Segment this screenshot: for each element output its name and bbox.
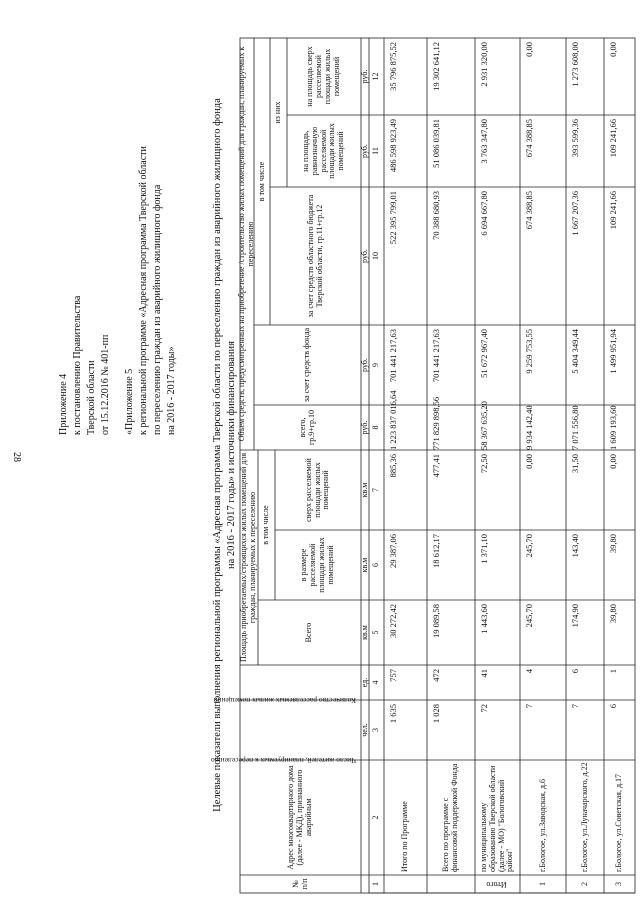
- table-cell-c11: 674 388,85: [524, 119, 534, 158]
- table-cell-c11: 3 763 347,80: [479, 119, 489, 164]
- table-cell-c7: 0,00: [608, 454, 618, 469]
- table-cell-num: 3: [614, 882, 624, 886]
- table-cell-c12: 1 273 608,00: [570, 42, 580, 87]
- table-cell-c4: 472: [431, 669, 441, 682]
- appendix-quote-1: «Приложение 5: [124, 368, 135, 435]
- unit-cell: руб.: [359, 420, 369, 435]
- header-funds-group: Объем средств, предусмотренных на приобретение /строительство жилых помещений для граждан, планируемых к переселению: [237, 46, 255, 442]
- table-cell-c3: 7: [570, 704, 580, 709]
- table-cell-c10: 6 694 667,80: [479, 191, 489, 236]
- table-cell-c12: 19 302 641,12: [431, 42, 441, 91]
- table-cell-c8: 1 223 837 016,64: [388, 390, 398, 450]
- table-cell-c10: 522 395 799,01: [388, 191, 398, 245]
- table-cell-c4: 4: [524, 669, 534, 674]
- header-area-incl: в том числе: [261, 505, 271, 545]
- page-title: Целевые показатели выполнения региональной программы «Адресная программа Тверской области по переселению граждан из аварийного жилищного фонда: [212, 98, 223, 812]
- colnum-cell: 6: [371, 563, 381, 567]
- header-area-size: в размере расселяемой площади жилых помещений: [299, 537, 335, 593]
- colnum-cell: 9: [371, 363, 381, 367]
- appendix-line-4: от 15.12.2016 № 401-пп: [100, 334, 111, 435]
- table-cell-c8: 58 367 635,20: [479, 401, 489, 450]
- header-num: № п/п: [290, 878, 309, 890]
- header-residents: Число жителей, планируемых к переселению: [211, 756, 356, 765]
- table-cell-c10: 109 241,66: [608, 191, 618, 230]
- table-cell-name: по муниципальному образованию Тверской области (далее - МО) "Бологовский район": [478, 765, 515, 872]
- table-cell-c7: 477,41: [431, 454, 441, 478]
- colnum-cell: 11: [371, 147, 381, 155]
- table-cell-c9: 1 499 951,94: [608, 329, 618, 374]
- table-cell-c3: 1 028: [431, 704, 441, 724]
- colnum-cell: 5: [371, 630, 381, 635]
- appendix-quote-3: по переселению граждан из аварийного жилищного фонда: [152, 184, 163, 435]
- appendix-line-2: к постановлению Правительства: [72, 295, 83, 435]
- colnum-cell: 12: [371, 72, 381, 81]
- table-cell-c8: 7 071 556,80: [570, 405, 580, 450]
- table-cell-c9: 701 441 217,63: [388, 329, 398, 383]
- header-funds-ofthem: из них: [273, 101, 283, 124]
- table-cell-c9: 9 259 753,55: [524, 329, 534, 374]
- header-funds-equal: на площадь, равнозначную расселяемой площади жилых помещений: [300, 123, 346, 179]
- table-cell-c5: 1 443,60: [479, 604, 489, 634]
- table-cell-c7: 0,00: [524, 454, 534, 469]
- table-cell-c10: 674 388,85: [524, 191, 534, 230]
- header-funds-total: всего, гр.9+гр.10: [297, 409, 316, 446]
- table-cell-c8: 771 829 898,56: [431, 396, 441, 450]
- table-cell-c8: 9 934 142,40: [524, 405, 534, 450]
- table-cell-c9: 51 672 967,40: [479, 329, 489, 378]
- appendix-quote-4: на 2016 - 2017 годы»: [166, 346, 177, 435]
- header-funds-fund: за счет средств фонда: [302, 327, 312, 403]
- table-cell-name: г.Бологое, ул.Заводская, д.6: [537, 779, 547, 872]
- table-cell-c12: 0,00: [608, 42, 618, 57]
- colnum-cell: 8: [371, 425, 381, 430]
- table-cell-c7: 885,36: [388, 454, 398, 478]
- table-cell-c11: 393 599,36: [570, 119, 580, 158]
- appendix-line-3: Тверской области: [86, 360, 97, 435]
- header-area-group: Площадь приобретаемых/строящихся жилых помещений для граждан, планируемых к переселению: [239, 452, 257, 663]
- table-cell-c3: 7: [524, 704, 534, 709]
- table-cell-c4: 41: [479, 669, 489, 678]
- table-cell-c7: 31,50: [570, 454, 580, 474]
- table-cell-c4: 1: [608, 669, 618, 674]
- table-cell-c6: 39,80: [608, 534, 618, 554]
- table-cell-c12: 35 796 875,52: [388, 42, 398, 91]
- table-cell-num: [427, 875, 475, 893]
- table-cell-num: 2: [579, 882, 589, 886]
- header-funds-over: на площадь сверх расселяемой площади жилых помещений: [305, 46, 341, 107]
- colnum-cell: 1: [371, 882, 381, 886]
- unit-cell: руб.: [359, 358, 369, 372]
- table-cell-c5: 19 089,58: [431, 604, 441, 638]
- table-cell-c6: 29 387,06: [388, 534, 398, 568]
- unit-cell: ед.: [359, 677, 369, 688]
- table-cell-c9: 701 441 217,63: [431, 329, 441, 383]
- colnum-cell: 3: [371, 728, 381, 732]
- table-cell-c3: 6: [608, 704, 618, 709]
- unit-cell: руб.: [359, 249, 369, 263]
- header-rooms: Количество расселяемых жилых помещений: [213, 696, 356, 705]
- table-cell-c6: 143,40: [570, 534, 580, 558]
- table-cell-c4: 757: [388, 669, 398, 682]
- table-cell-name: Всего по программе с финансовой поддержкой Фонда: [441, 763, 459, 872]
- table-cell-c5: 245,70: [524, 604, 534, 628]
- unit-cell: кв.м: [359, 625, 369, 640]
- table-cell-name: г.Бологое, ул.Советская, д.17: [614, 773, 624, 872]
- header-area-over: сверх расселяемой площади жилых помещений: [303, 458, 331, 522]
- table-cell-c3: 72: [479, 704, 489, 713]
- header-funds-incl: в том числе: [256, 161, 266, 202]
- table-cell-c5: 39,80: [608, 604, 618, 624]
- table-cell-name: Итого по Программе: [400, 801, 410, 872]
- page-subtitle: на 2016 - 2017 годы» и источники финансирования: [226, 341, 237, 570]
- page-number: 28: [11, 452, 22, 462]
- table-cell-name: г.Бологое, ул.Луначарского, д.22: [579, 762, 589, 872]
- table-cell-c10: 1 667 207,36: [570, 191, 580, 236]
- colnum-cell: 4: [371, 680, 381, 685]
- appendix-line-1: Приложение 4: [58, 373, 69, 435]
- table-cell-c3: 1 635: [388, 704, 398, 724]
- table-cell-c9: 5 404 349,44: [570, 329, 580, 374]
- table-cell-c11: 486 598 923,49: [388, 119, 398, 173]
- table-cell-c11: 51 086 039,81: [431, 119, 441, 168]
- colnum-cell: 2: [371, 815, 381, 820]
- unit-cell: кв.м: [359, 482, 369, 498]
- unit-cell: кв.м: [359, 557, 369, 573]
- colnum-cell: 10: [371, 252, 381, 260]
- unit-cell: руб.: [359, 69, 369, 84]
- table-cell-c12: 0,00: [524, 42, 534, 57]
- table-cell-c12: 2 931 320,00: [479, 42, 489, 87]
- table-cell-num: Итого: [486, 880, 507, 889]
- table-cell-c10: 70 388 680,93: [431, 191, 441, 240]
- table-cell-c7: 72,50: [479, 454, 489, 474]
- table-cell-num: [384, 875, 427, 893]
- table-cell-c4: 6: [570, 669, 580, 674]
- header-address: Адрес многоквартирного дома (далее - МКД), признанного аварийным: [286, 765, 313, 870]
- table-cell-c6: 1 371,10: [479, 534, 489, 564]
- table-cell-c5: 30 272,42: [388, 604, 398, 638]
- table-cell-c8: 1 609 193,60: [608, 405, 618, 450]
- colnum-cell: 7: [371, 488, 381, 492]
- table-cell-c6: 18 612,17: [431, 534, 441, 568]
- unit-cell: чел.: [359, 723, 369, 737]
- header-area-total: Всего: [304, 622, 314, 643]
- table-cell-c5: 174,90: [570, 604, 580, 628]
- appendix-quote-2: к региональной программе «Адресная программа Тверской области: [138, 146, 149, 435]
- header-funds-budget: за счет средств областного бюджета Тверской области, гр.11+гр.12: [305, 194, 324, 318]
- unit-cell: руб.: [359, 144, 369, 158]
- table-cell-num: 1: [537, 882, 547, 886]
- table-cell-c6: 245,70: [524, 534, 534, 558]
- table-cell-c11: 109 241,66: [608, 119, 618, 158]
